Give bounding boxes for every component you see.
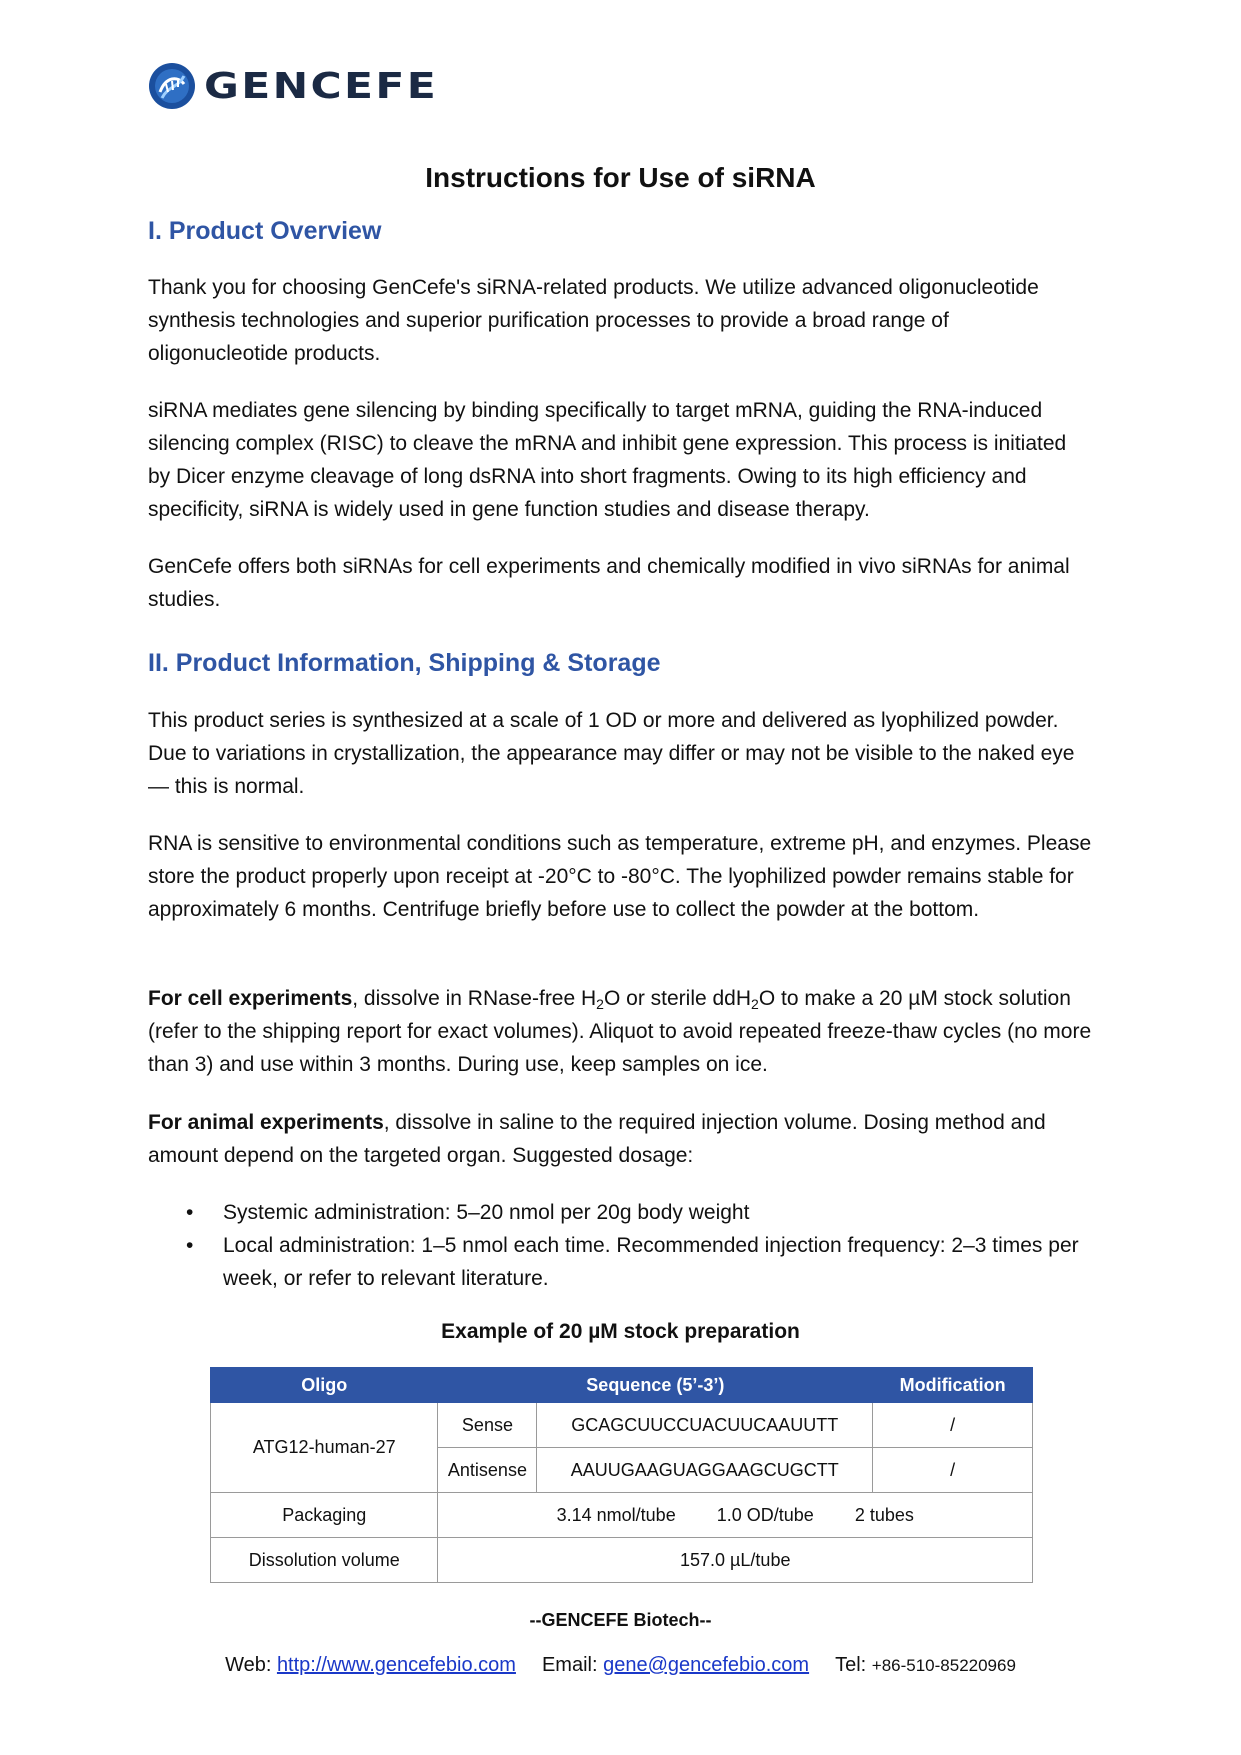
packaging-tubes: 2 tubes (854, 1504, 914, 1525)
modification-cell: / (873, 1403, 1033, 1448)
dna-globe-icon (148, 62, 196, 110)
animal-text: , dissolve in saline to the required injection volume. Dosing method and amount depend on the targeted organ. Suggested dosage: (148, 1111, 1046, 1167)
table-row (211, 1493, 1033, 1538)
website-link[interactable]: http://www.gencefebio.com (276, 1654, 516, 1676)
table-header-row (211, 1368, 1033, 1403)
dissolution-value-cell: 157.0 µL/tube (438, 1538, 1033, 1583)
cell-text-2: O or sterile ddH (603, 987, 752, 1010)
tel-label: Tel: (835, 1654, 872, 1676)
section-heading-info: II. Product Information, Shipping & Storage (148, 649, 661, 677)
packaging-value-cell (438, 1493, 1033, 1538)
dosage-list (148, 1196, 1093, 1295)
header-sequence: Sequence (5’-3’) (438, 1368, 873, 1403)
cell-text-1: , dissolve in RNase-free H (352, 987, 597, 1010)
header-modification: Modification (873, 1368, 1033, 1403)
animal-experiments-paragraph (148, 1106, 1093, 1172)
bullet-icon: • (186, 1234, 194, 1257)
oligo-name-cell: ATG12-human-27 (211, 1403, 438, 1493)
list-item-text: Systemic administration: 5–20 nmol per 20g body weight (223, 1201, 750, 1224)
stock-preparation-table (210, 1367, 1033, 1583)
packaging-amount: 3.14 nmol/tube (556, 1504, 676, 1525)
tel-number: +86-510-85220969 (871, 1656, 1016, 1675)
packaging-label-cell: Packaging (211, 1493, 438, 1538)
table-row (211, 1538, 1033, 1583)
bullet-icon: • (186, 1201, 194, 1224)
animal-experiments-lead: For animal experiments (148, 1111, 384, 1134)
info-paragraph-2: RNA is sensitive to environmental conditions such as temperature, extreme pH, and enzymes. Please store the product properly upon receipt at -20°C to -80°C. The lyophilized powder remains stable for approximately 6 months. Centrifuge briefly before use to collect the powder at the bottom. (148, 832, 1092, 921)
list-item-text: Local administration: 1–5 nmol each time. Recommended injection frequency: 2–3 times per week, or refer to relevant literature. (223, 1234, 1079, 1290)
sequence-cell: AAUUGAAGUAGGAAGCUGCTT (537, 1448, 873, 1493)
email-link[interactable]: gene@gencefebio.com (603, 1654, 810, 1676)
overview-paragraph-1: Thank you for choosing GenCefe's siRNA-related products. We utilize advanced oligonucleotide synthesis technologies and superior purification processes to provide a broad range of oligonucleotide products. (148, 276, 1039, 365)
cell-experiments-paragraph (148, 982, 1093, 1081)
subscript-2: 2 (596, 996, 604, 1012)
web-label: Web: (225, 1654, 277, 1676)
modification-cell: / (873, 1448, 1033, 1493)
dissolution-label-cell: Dissolution volume (211, 1538, 438, 1583)
footer-contacts (0, 1654, 1241, 1677)
page-title: Instructions for Use of siRNA (425, 162, 816, 193)
list-item (148, 1196, 1093, 1229)
cell-experiments-lead: For cell experiments (148, 987, 353, 1010)
overview-paragraph-3: GenCefe offers both siRNAs for cell experiments and chemically modified in vivo siRNAs for animal studies. (148, 555, 1070, 611)
section-heading-overview: I. Product Overview (148, 217, 382, 245)
overview-paragraph-2: siRNA mediates gene silencing by binding specifically to target mRNA, guiding the RNA-induced silencing complex (RISC) to cleave the mRNA and inhibit gene expression. This process is initiated by Dicer enzyme cleavage of long dsRNA into short fragments. Owing to its high efficiency and specificity, siRNA is widely used in gene function studies and disease therapy. (148, 399, 1067, 521)
strand-cell: Sense (438, 1403, 537, 1448)
cell-text-3: O to make a 20 µM stock solution (refer to the shipping report for exact volumes). Aliquot to avoid repeated freeze-thaw cycles (no more than 3) and use within 3 months. During use, keep samples on ice. (148, 987, 1092, 1076)
email-label: Email: (541, 1654, 604, 1676)
header-oligo: Oligo (211, 1368, 438, 1403)
footer-title: --GENCEFE Biotech-- (529, 1610, 712, 1630)
strand-cell: Antisense (438, 1448, 537, 1493)
list-item (148, 1229, 1093, 1295)
table-caption: Example of 20 µM stock preparation (441, 1320, 800, 1343)
table-row (211, 1403, 1033, 1448)
info-paragraph-1: This product series is synthesized at a scale of 1 OD or more and delivered as lyophilized powder. Due to variations in crystallization, the appearance may differ or may not be visible to the naked eye — this is normal. (148, 709, 1075, 798)
company-logo (148, 62, 439, 110)
subscript-2: 2 (751, 996, 759, 1012)
sequence-cell: GCAGCUUCCUACUUCAAUUTT (537, 1403, 873, 1448)
packaging-od: 1.0 OD/tube (716, 1504, 814, 1525)
logo-text: GENCEFE (204, 65, 439, 107)
